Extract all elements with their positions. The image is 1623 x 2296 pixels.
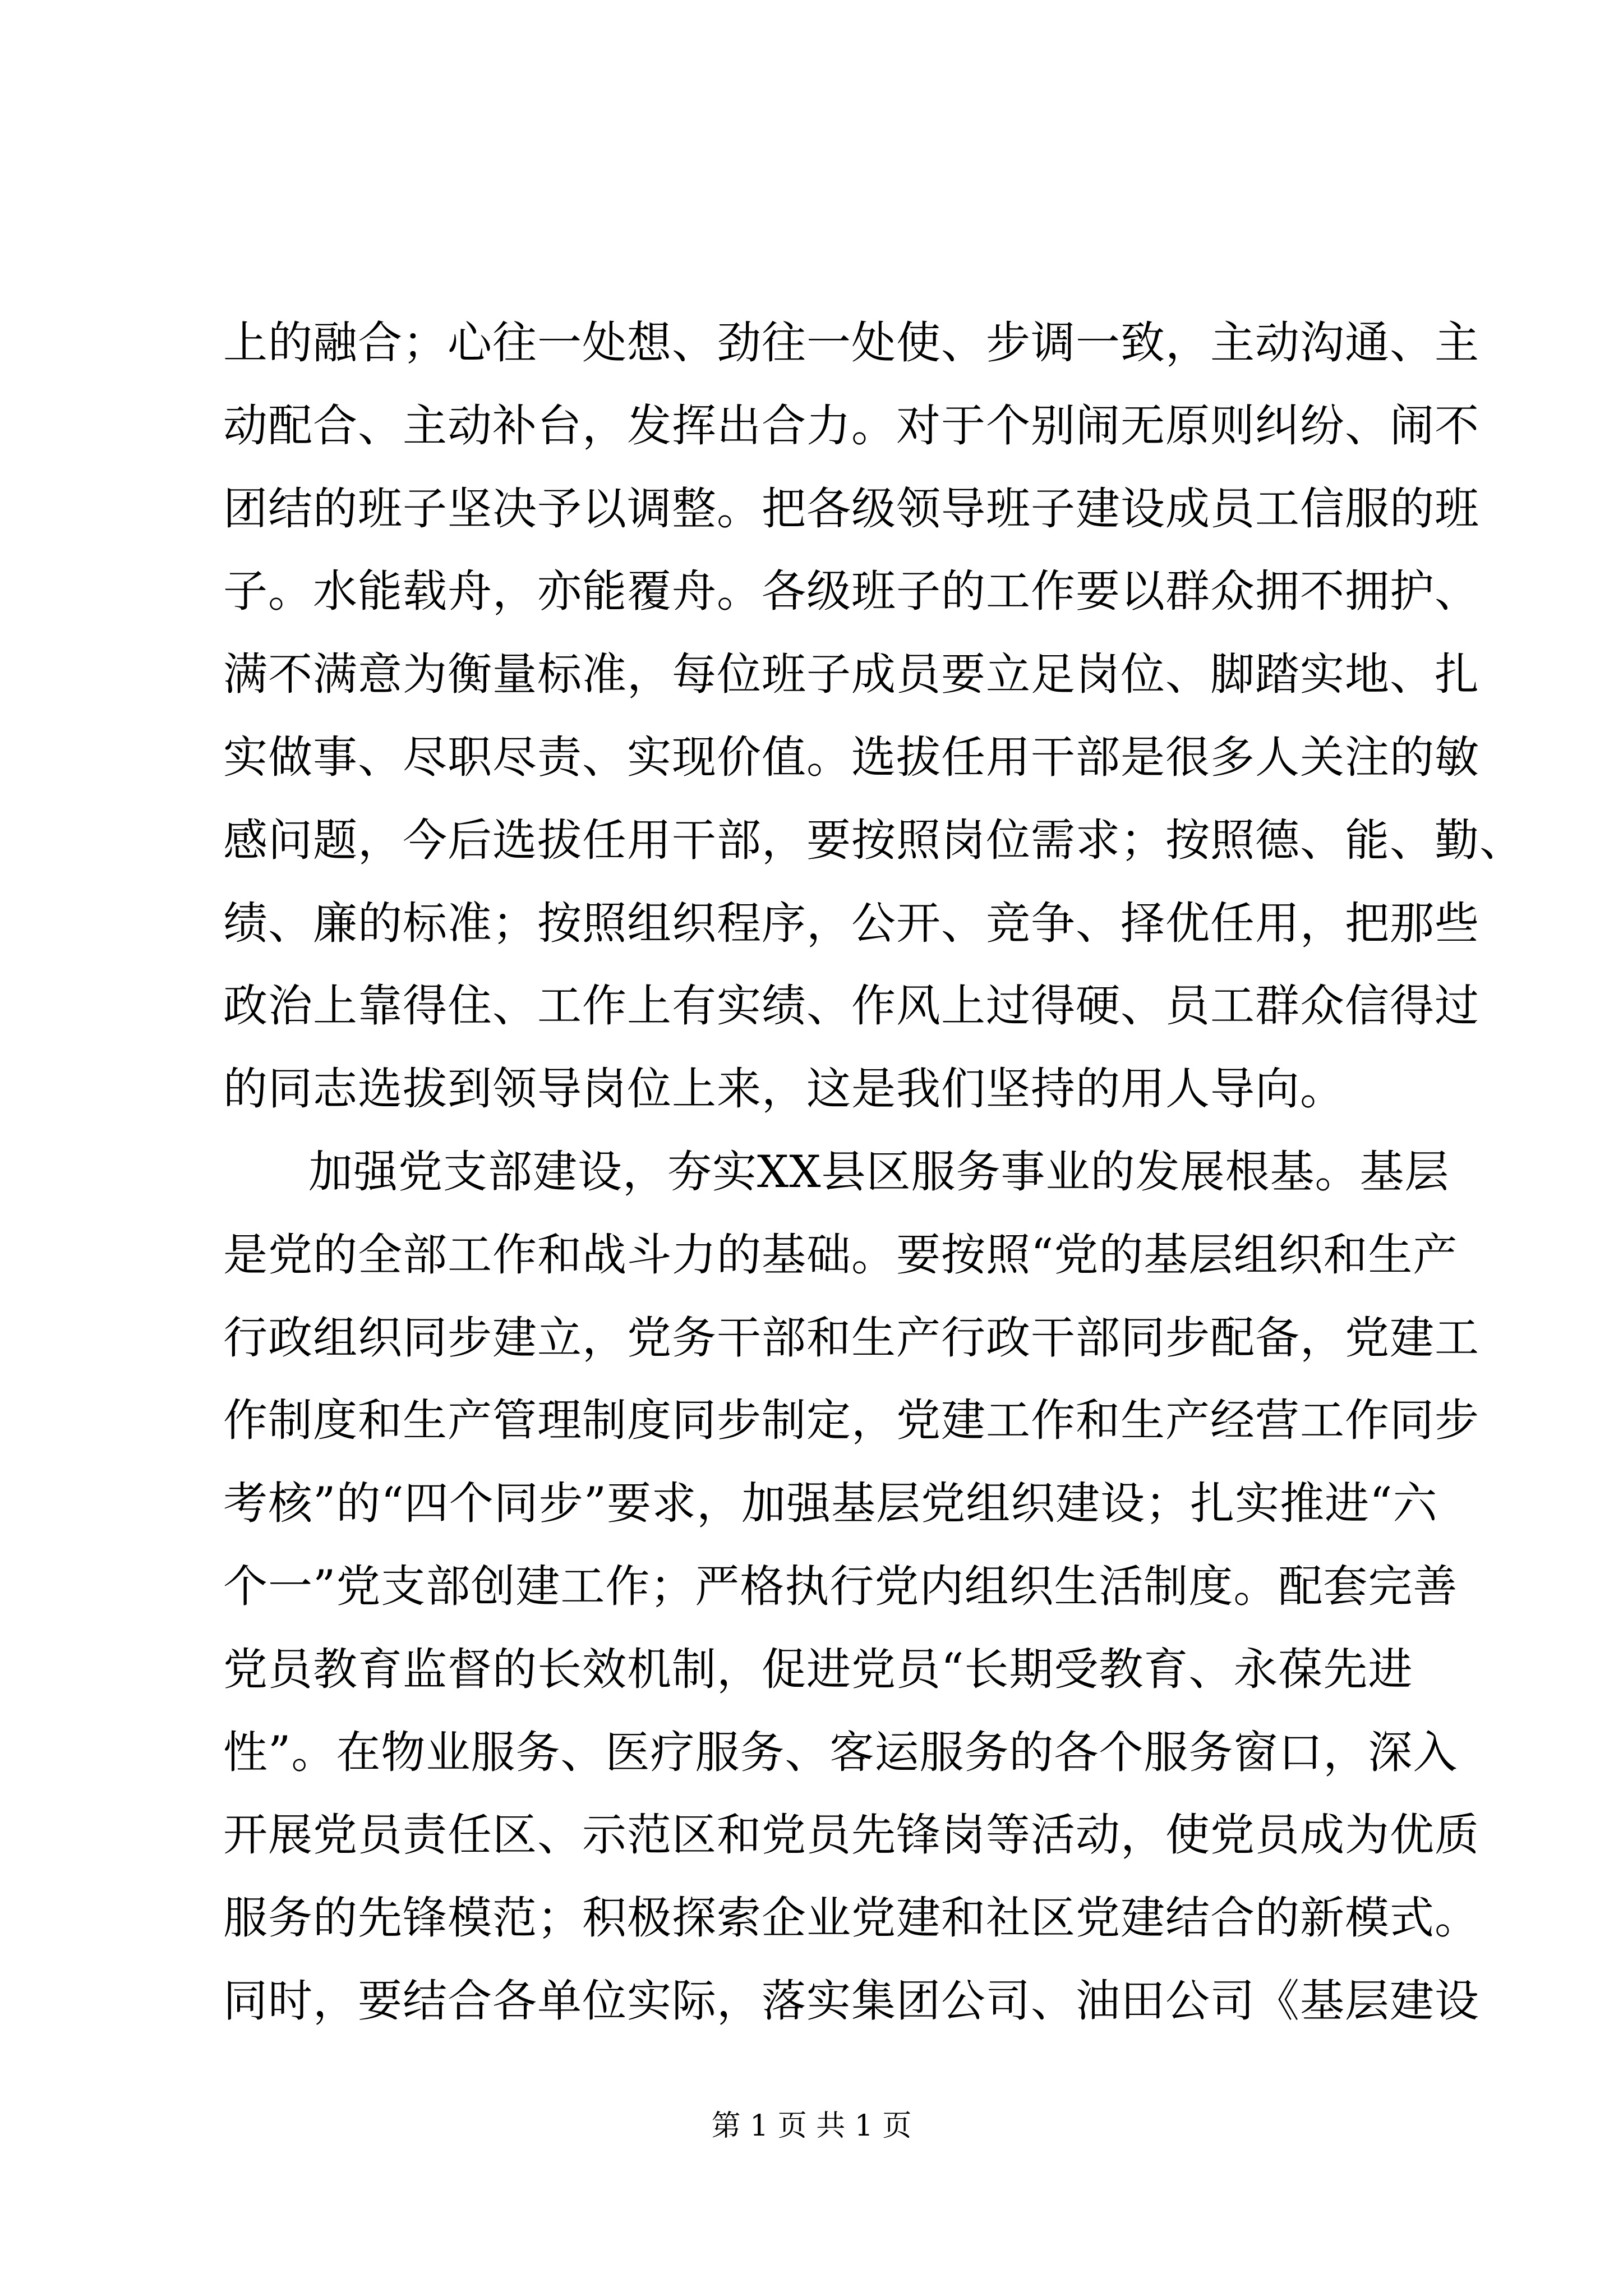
text-line: 的同志选拔到领导岗位上来，这是我们坚持的用人导向。	[223, 1063, 1345, 1115]
text-line: 子。水能载舟，亦能覆舟。各级班子的工作要以群众拥不拥护、	[223, 565, 1479, 618]
text-line: 实做事、尽职尽责、实现价值。选拔任用干部是很多人关注的敏	[223, 731, 1479, 783]
text-line: 党员教育监督的长效机制，促进党员“长期受教育、永葆先进	[223, 1643, 1413, 1695]
text-line: 开展党员责任区、示范区和党员先锋岗等活动，使党员成为优质	[223, 1809, 1479, 1861]
text-line: 满不满意为衡量标准，每位班子成员要立足岗位、脚踏实地、扎	[223, 648, 1479, 701]
text-line: 政治上靠得住、工作上有实绩、作风上过得硬、员工群众信得过	[223, 980, 1479, 1032]
text-line: 上的融合；心往一处想、劲往一处使、步调一致，主动沟通、主	[223, 317, 1479, 369]
text-line: 动配合、主动补台，发挥出合力。对于个别闹无原则纠纷、闹不	[223, 399, 1479, 452]
text-line: 感问题，今后选拔任用干部，要按照岗位需求；按照德、能、勤、	[223, 814, 1524, 866]
text-line: 个一”党支部创建工作；严格执行党内组织生活制度。配套完善	[223, 1560, 1458, 1612]
page-footer: 第 1 页 共 1 页	[711, 2109, 912, 2143]
text-line: 考核”的“四个同步”要求，加强基层党组织建设；扎实推进“六	[223, 1478, 1438, 1530]
text-line: 同时，要结合各单位实际，落实集团公司、油田公司《基层建设	[223, 1975, 1479, 2027]
text-line: 行政组织同步建立，党务干部和生产行政干部同步配备，党建工	[223, 1312, 1479, 1364]
document-body	[223, 302, 1524, 2043]
text-line: 性”。在物业服务、医疗服务、客运服务的各个服务窗口，深入	[223, 1726, 1458, 1778]
text-line: 是党的全部工作和战斗力的基础。要按照“党的基层组织和生产	[223, 1228, 1458, 1281]
paragraph-first-line: 加强党支部建设，夯实XX县区服务事业的发展根基。基层	[308, 1145, 1450, 1198]
text-line: 团结的班子坚决予以调整。把各级领导班子建设成员工信服的班	[223, 482, 1479, 535]
text-line: 绩、廉的标准；按照组织程序，公开、竞争、择优任用，把那些	[223, 897, 1479, 949]
text-line: 作制度和生产管理制度同步制定，党建工作和生产经营工作同步	[223, 1395, 1479, 1447]
text-line: 服务的先锋模范；积极探索企业党建和社区党建结合的新模式。	[223, 1892, 1479, 1944]
